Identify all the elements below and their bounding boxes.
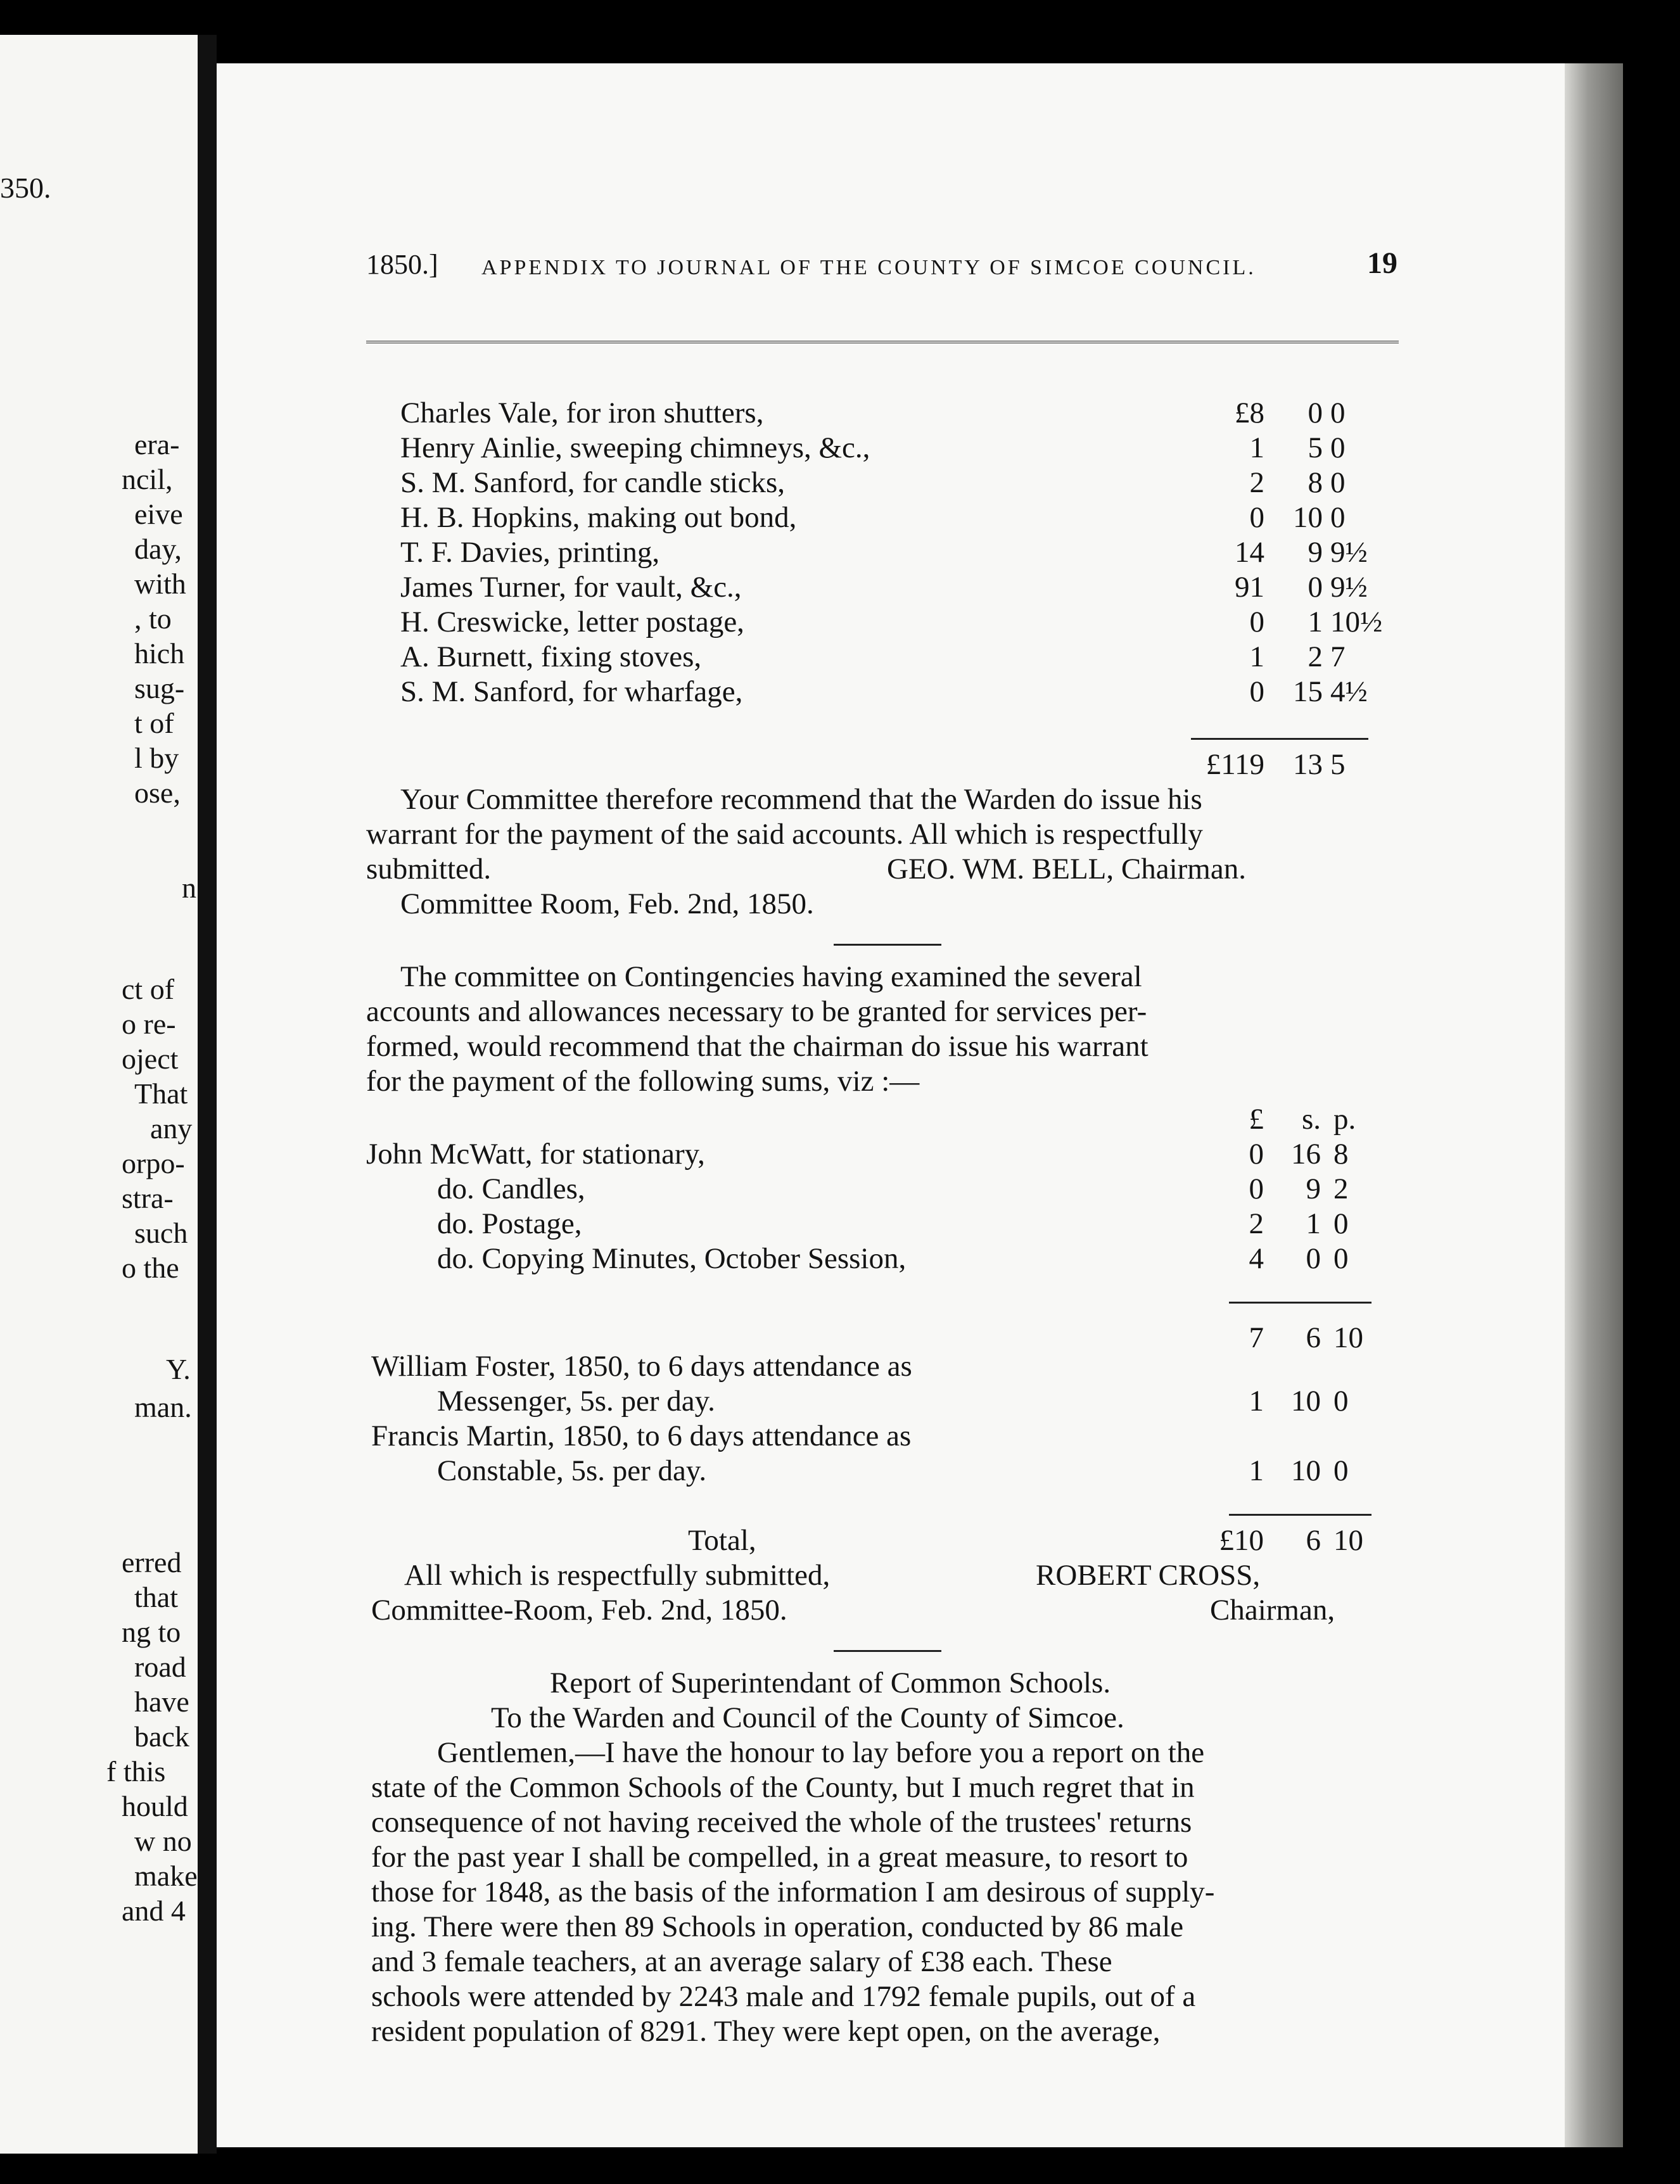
previous-page-text-fragment: such [134, 1217, 188, 1249]
running-header-title: APPENDIX TO JOURNAL OF THE COUNTY OF SIMCOE COUNCIL. [481, 256, 1256, 279]
amount-shillings: 10 [1291, 1385, 1321, 1418]
amount-pounds: 1 [1249, 1385, 1264, 1418]
total-shillings: 13 [1293, 748, 1323, 781]
report-line: and 3 female teachers, at an average salary of £38 each. These [371, 1945, 1112, 1978]
attendance-item-detail: Constable, 5s. per day. [437, 1454, 707, 1487]
previous-page-text-fragment: 350. [0, 172, 51, 204]
amount-shillings: 1 [1308, 606, 1323, 638]
contingencies-intro-4: for the payment of the following sums, viz :— [366, 1065, 920, 1098]
report-line: schools were attended by 2243 male and 1792 female pupils, out of a [371, 1980, 1196, 2013]
total-rule-1 [1191, 738, 1368, 740]
subtotal-pence: 10 [1333, 1321, 1363, 1354]
account-name: James Turner, for vault, &c., [400, 571, 742, 604]
previous-page-text-fragment: That [134, 1077, 188, 1110]
total-pounds: £10 [1219, 1524, 1264, 1557]
amount-pence: 8 [1333, 1138, 1349, 1171]
amount-pounds: 0 [1249, 501, 1264, 534]
amount-pence: 0 [1330, 501, 1346, 534]
amount-pounds: 14 [1235, 536, 1264, 569]
attendance-item: Francis Martin, 1850, to 6 days attendance as [371, 1419, 912, 1452]
amount-pence: 7 [1330, 640, 1346, 673]
amount-pence: 0 [1333, 1207, 1349, 1240]
header-rule [366, 341, 1399, 343]
amount-shillings: 0 [1306, 1242, 1321, 1275]
total-pence: 5 [1330, 748, 1346, 781]
amount-shillings: 9 [1308, 536, 1323, 569]
total-shillings: 6 [1306, 1524, 1321, 1557]
report-line: for the past year I shall be compelled, in a great measure, to resort to [371, 1841, 1188, 1874]
amount-pounds: 1 [1249, 640, 1264, 673]
amount-pounds: 4 [1249, 1242, 1264, 1275]
report-addressee: To the Warden and Council of the County of Simcoe. [491, 1701, 1124, 1734]
contingency-item: John McWatt, for stationary, [366, 1138, 705, 1171]
previous-page-text-fragment: hich [134, 637, 185, 670]
binding-gutter [198, 35, 217, 2154]
amount-pounds: 2 [1249, 466, 1264, 499]
signature-title: Chairman, [1210, 1594, 1335, 1627]
previous-page-text-fragment: have [134, 1686, 189, 1718]
attendance-item-detail: Messenger, 5s. per day. [437, 1385, 715, 1418]
previous-page-text-fragment: make [134, 1860, 198, 1892]
contingencies-intro-3: formed, would recommend that the chairman do issue his warrant [366, 1030, 1149, 1063]
report-line: consequence of not having received the whole of the trustees' returns [371, 1806, 1192, 1839]
amount-shillings: 16 [1291, 1138, 1321, 1171]
recommendation-line-3: submitted. [366, 853, 492, 886]
previous-page-text-fragment: stra- [122, 1182, 174, 1214]
account-name: A. Burnett, fixing stoves, [400, 640, 702, 673]
previous-page-text-fragment: day, [134, 533, 182, 565]
total-label: Total, [688, 1524, 756, 1557]
previous-page-text-fragment: era- [134, 428, 180, 460]
previous-page-edge [0, 35, 198, 2154]
amount-pounds: 91 [1235, 571, 1264, 604]
amount-shillings: 10 [1293, 501, 1323, 534]
amount-pence: 10½ [1330, 606, 1383, 638]
header-year: 1850.] [366, 249, 438, 280]
total-rule-2 [1229, 1514, 1371, 1516]
amount-pounds: 0 [1249, 1172, 1264, 1205]
amount-shillings: 9 [1306, 1172, 1321, 1205]
recommendation-line-2: warrant for the payment of the said accounts. All which is respectfully [366, 818, 1203, 851]
section-divider-1 [834, 944, 941, 946]
previous-page-text-fragment: eive [134, 498, 183, 530]
previous-page-text-fragment: , to [134, 602, 172, 635]
committee-room-date-2: Committee-Room, Feb. 2nd, 1850. [371, 1594, 787, 1627]
amount-pounds: 1 [1249, 1454, 1264, 1487]
previous-page-text-fragment: ng to [122, 1616, 181, 1648]
subtotal-shillings: 6 [1306, 1321, 1321, 1354]
page-stack-edge [1565, 63, 1623, 2147]
subtotal-pounds: 7 [1249, 1321, 1264, 1354]
previous-page-text-fragment: w no [134, 1825, 192, 1857]
account-name: H. B. Hopkins, making out bond, [400, 501, 797, 534]
report-line: resident population of 8291. They were kept open, on the average, [371, 2015, 1161, 2048]
amount-pounds: 0 [1249, 1138, 1264, 1171]
amount-pounds: £8 [1235, 397, 1264, 429]
previous-page-text-fragment: and 4 [122, 1895, 186, 1927]
column-header-pence: p. [1333, 1103, 1356, 1136]
account-name: T. F. Davies, printing, [400, 536, 660, 569]
amount-shillings: 15 [1293, 675, 1323, 708]
previous-page-text-fragment: hould [122, 1790, 188, 1822]
previous-page-text-fragment: ct of [122, 973, 175, 1005]
previous-page-text-fragment: with [134, 568, 186, 600]
account-name: Henry Ainlie, sweeping chimneys, &c., [400, 431, 870, 464]
amount-pence: 2 [1333, 1172, 1349, 1205]
amount-pence: 0 [1330, 466, 1346, 499]
previous-page-text-fragment: orpo- [122, 1147, 185, 1179]
column-header-pounds: £ [1249, 1103, 1264, 1136]
committee-room-date-1: Committee Room, Feb. 2nd, 1850. [400, 887, 814, 920]
report-line: state of the Common Schools of the County, but I much regret that in [371, 1771, 1195, 1804]
previous-page-text-fragment: Y. [166, 1353, 191, 1385]
account-name: H. Creswicke, letter postage, [400, 606, 744, 638]
contingencies-intro-2: accounts and allowances necessary to be granted for services per- [366, 995, 1147, 1028]
signature-cross: ROBERT CROSS, [1036, 1559, 1261, 1592]
amount-shillings: 0 [1308, 571, 1323, 604]
account-name: S. M. Sanford, for wharfage, [400, 675, 743, 708]
total-pounds: £119 [1206, 748, 1264, 781]
report-line: Gentlemen,—I have the honour to lay before you a report on the [437, 1736, 1205, 1769]
amount-shillings: 8 [1308, 466, 1323, 499]
previous-page-text-fragment: ose, [134, 777, 181, 809]
amount-pounds: 0 [1249, 606, 1264, 638]
amount-pence: 0 [1333, 1242, 1349, 1275]
attendance-item: William Foster, 1850, to 6 days attendance as [371, 1350, 912, 1383]
column-header-shillings: s. [1301, 1103, 1321, 1136]
amount-pounds: 2 [1249, 1207, 1264, 1240]
previous-page-text-fragment: road [134, 1651, 186, 1683]
amount-shillings: 10 [1291, 1454, 1321, 1487]
previous-page-text-fragment: oject [122, 1043, 179, 1075]
amount-pence: 9½ [1330, 571, 1368, 604]
previous-page-text-fragment: that [134, 1581, 178, 1613]
section-divider-2 [834, 1650, 941, 1652]
amount-pence: 9½ [1330, 536, 1368, 569]
contingencies-intro-1: The committee on Contingencies having examined the several [400, 960, 1142, 993]
previous-page-text-fragment: erred [122, 1546, 182, 1578]
amount-pounds: 0 [1249, 675, 1264, 708]
amount-pounds: 1 [1249, 431, 1264, 464]
amount-pence: 0 [1333, 1454, 1349, 1487]
previous-page-text-fragment: t of [134, 707, 174, 739]
previous-page-text-fragment: man. [134, 1391, 192, 1423]
previous-page-text-fragment: o re- [122, 1008, 176, 1040]
report-title: Report of Superintendant of Common Schools. [550, 1667, 1111, 1699]
amount-pence: 0 [1330, 431, 1346, 464]
previous-page-text-fragment: back [134, 1720, 189, 1753]
total-pence: 10 [1333, 1524, 1363, 1557]
previous-page-text-fragment: f this [106, 1755, 166, 1787]
amount-pence: 0 [1330, 397, 1346, 429]
amount-pence: 4½ [1330, 675, 1368, 708]
previous-page-text-fragment: ncil, [122, 463, 173, 495]
recommendation-line-1: Your Committee therefore recommend that the Warden do issue his [400, 783, 1202, 816]
closing-line: All which is respectfully submitted, [404, 1559, 830, 1592]
amount-pence: 0 [1333, 1385, 1349, 1418]
account-name: S. M. Sanford, for candle sticks, [400, 466, 785, 499]
contingency-item: do. Candles, [437, 1172, 585, 1205]
amount-shillings: 0 [1308, 397, 1323, 429]
report-line: ing. There were then 89 Schools in operation, conducted by 86 male [371, 1910, 1184, 1943]
contingency-item: do. Postage, [437, 1207, 582, 1240]
signature-bell: GEO. WM. BELL, Chairman. [887, 853, 1246, 886]
previous-page-text-fragment: sug- [134, 672, 185, 704]
amount-shillings: 5 [1308, 431, 1323, 464]
previous-page-text-fragment: l by [134, 742, 179, 774]
previous-page-text-fragment: n [182, 872, 196, 904]
subtotal-rule [1229, 1302, 1371, 1304]
previous-page-text-fragment: any [150, 1112, 193, 1145]
amount-shillings: 2 [1308, 640, 1323, 673]
account-name: Charles Vale, for iron shutters, [400, 397, 764, 429]
contingency-item: do. Copying Minutes, October Session, [437, 1242, 907, 1275]
previous-page-text-fragment: o the [122, 1252, 179, 1284]
report-line: those for 1848, as the basis of the information I am desirous of supply- [371, 1876, 1215, 1908]
page-number: 19 [1367, 246, 1397, 280]
amount-shillings: 1 [1306, 1207, 1321, 1240]
